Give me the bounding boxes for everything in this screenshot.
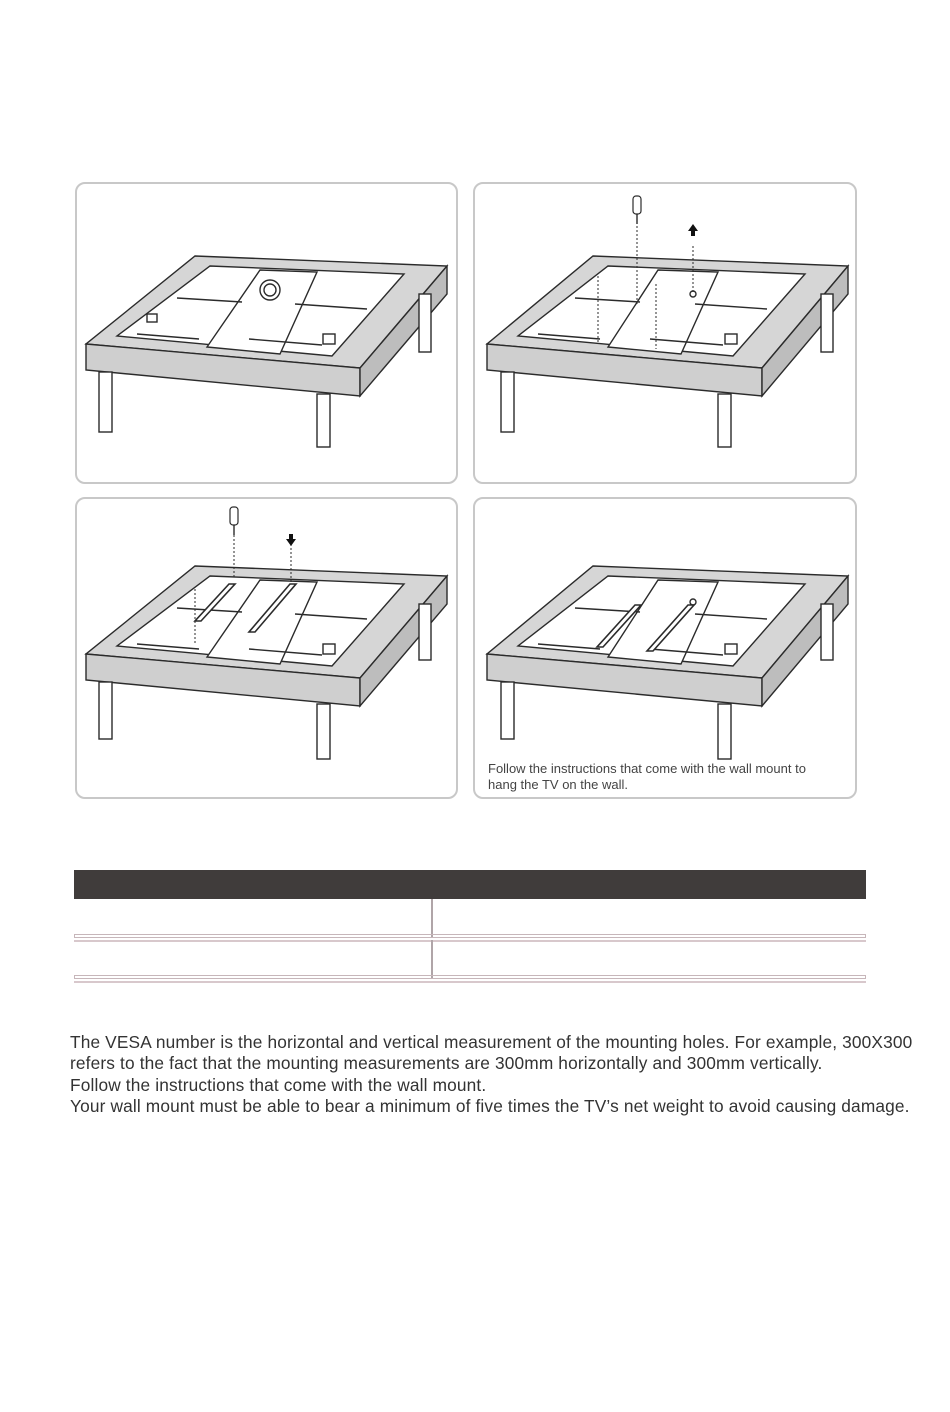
weight-warning: Your wall mount must be able to bear a minimum of five times the TV’s net weight to avoid causing damage. [70,1095,910,1116]
remove-screws-illustration [475,184,857,484]
step-4-caption: Follow the instructions that come with the wall mount to hang the TV on the wall. [488,761,806,792]
vesa-spec-table [74,870,866,981]
vesa-description: The VESA number is the horizontal and vertical measurement of the mounting holes. For example, 300X300 refers to the fact that the mounting measurements are 300mm horizontally and 300mm vertically. [70,1032,913,1074]
step-1-panel [75,182,458,484]
arrow-up-icon [688,224,698,236]
step-3-panel [75,497,458,799]
arrow-down-icon [286,534,296,546]
step-2-panel [473,182,857,484]
table-header [74,870,866,899]
step-4-panel [473,497,857,799]
screwdriver-icon [230,507,238,535]
tv-with-brackets-illustration [475,499,857,799]
table-row [74,940,866,981]
follow-instructions: Follow the instructions that come with the wall mount. [70,1074,487,1095]
tv-on-table-illustration [77,184,458,484]
table-row [74,899,866,940]
instructions-text [70,1032,930,1117]
attach-brackets-illustration [77,499,458,799]
screwdriver-icon [633,196,641,224]
